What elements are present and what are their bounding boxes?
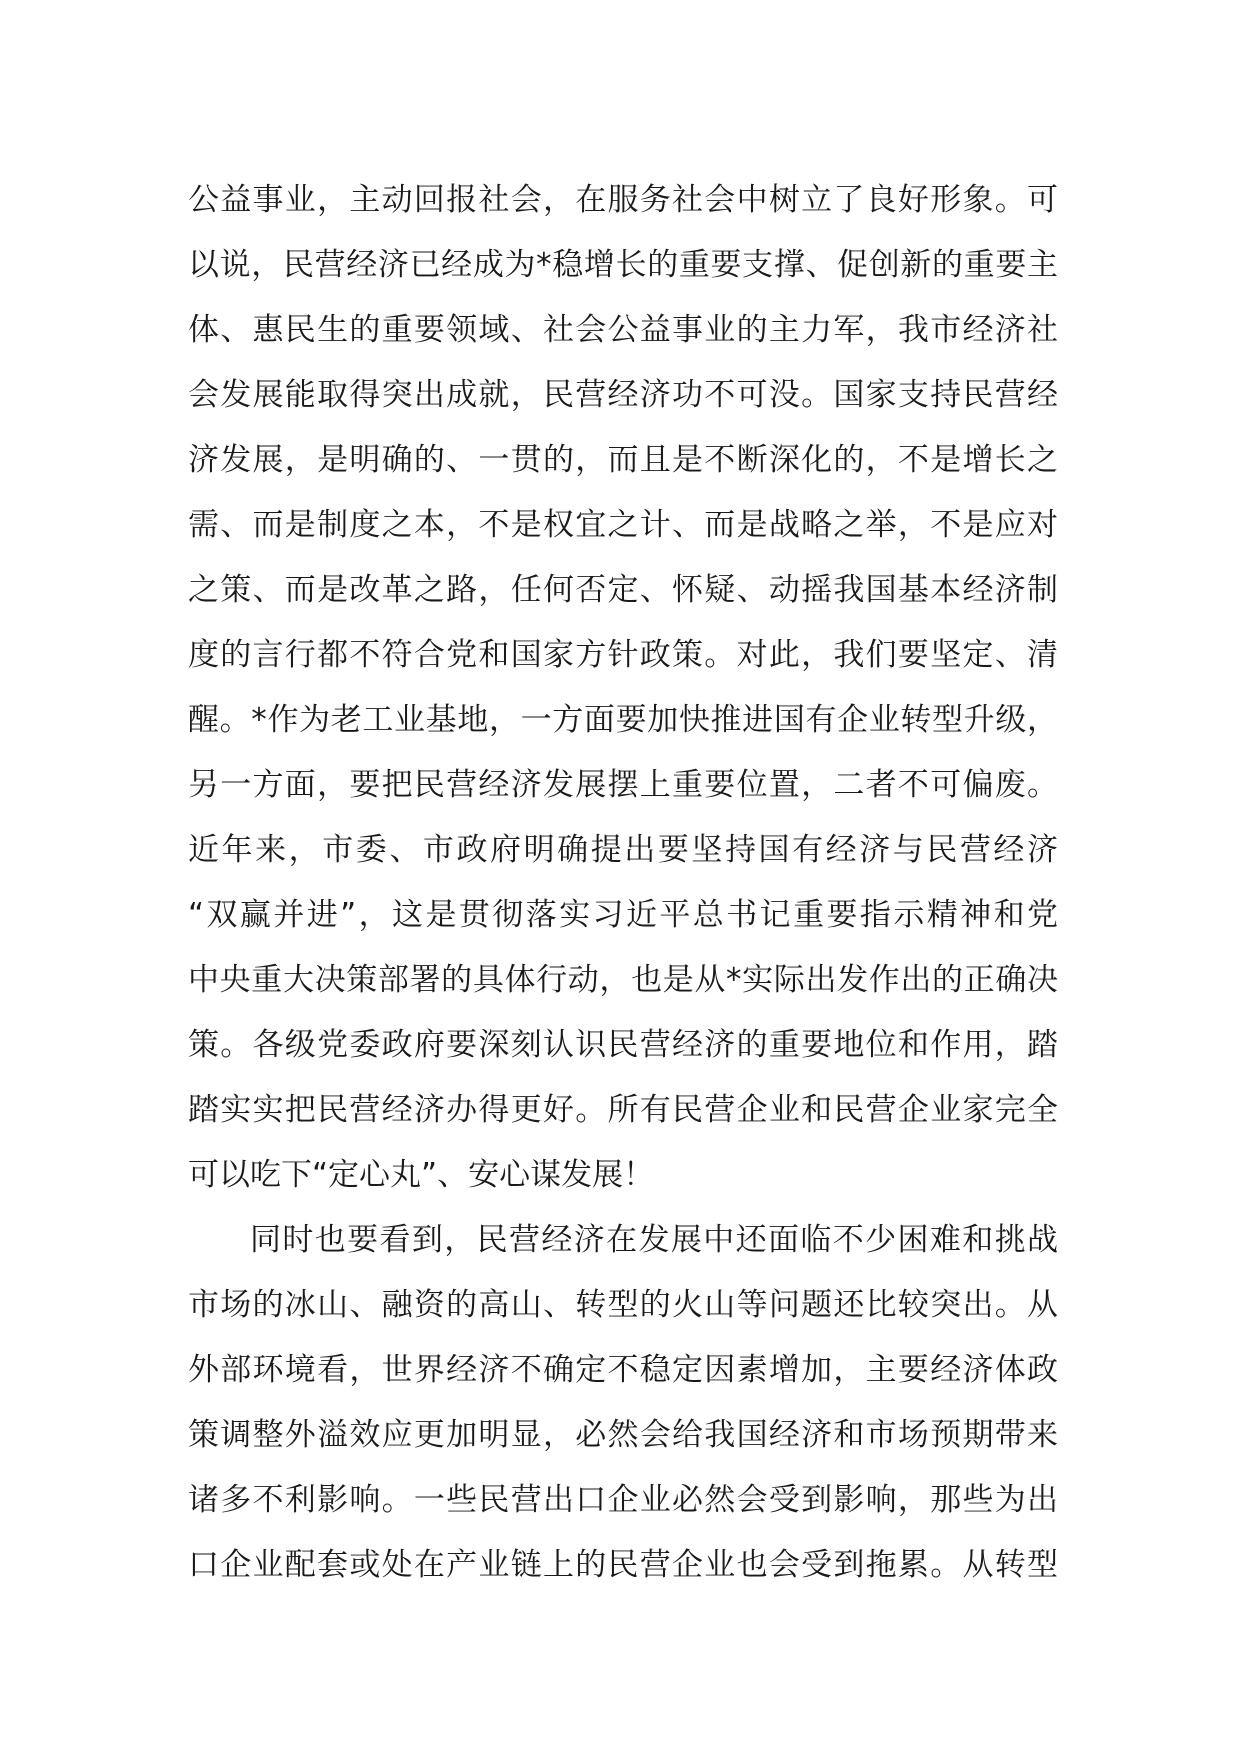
text-line: 策。各级党委政府要深刻认识民营经济的重要地位和作用，踏: [188, 1027, 1058, 1063]
text-line: 策调整外溢效应更加明显，必然会给我国经济和市场预期带来: [188, 1417, 1058, 1453]
text-line: 踏实实把民营经济办得更好。所有民营企业和民营企业家完全: [188, 1092, 1058, 1128]
text-line: 近年来，市委、市政府明确提出要坚持国有经济与民营经济: [188, 832, 1058, 868]
text-line: 市场的冰山、融资的高山、转型的火山等问题还比较突出。从: [188, 1287, 1058, 1323]
text-line: 中央重大决策部署的具体行动，也是从*实际出发作出的正确决: [188, 962, 1058, 998]
text-line: 外部环境看，世界经济不确定不稳定因素增加，主要经济体政: [188, 1352, 1058, 1388]
text-line: 口企业配套或处在产业链上的民营企业也会受到拖累。从转型: [188, 1547, 1058, 1583]
text-line: 以说，民营经济已经成为*稳增长的重要支撑、促创新的重要主: [188, 247, 1058, 283]
text-line: 另一方面，要把民营经济发展摆上重要位置，二者不可偏废。: [188, 767, 1058, 803]
text-line: 醒。*作为老工业基地，一方面要加快推进国有企业转型升级，: [188, 702, 1058, 738]
text-line: 需、而是制度之本，不是权宜之计、而是战略之举，不是应对: [188, 507, 1058, 543]
text-line: 同时也要看到，民营经济在发展中还面临不少困难和挑战: [250, 1222, 1058, 1258]
body-text: [188, 168, 1058, 1598]
text-line: 会发展能取得突出成就，民营经济功不可没。国家支持民营经: [188, 377, 1058, 413]
text-line: 可以吃下“定心丸”、安心谋发展！: [188, 1157, 655, 1193]
text-line: 度的言行都不符合党和国家方针政策。对此，我们要坚定、清: [188, 637, 1058, 673]
text-line: 诸多不利影响。一些民营出口企业必然会受到影响，那些为出: [188, 1482, 1058, 1518]
text-line: 公益事业，主动回报社会，在服务社会中树立了良好形象。可: [188, 182, 1058, 218]
text-line: “双赢并进”，这是贯彻落实习近平总书记重要指示精神和党: [188, 897, 1058, 933]
paragraph-1: [188, 168, 1058, 1208]
text-line: 之策、而是改革之路，任何否定、怀疑、动摇我国基本经济制: [188, 572, 1058, 608]
paragraph-2: [188, 1208, 1058, 1598]
text-line: 济发展，是明确的、一贯的，而且是不断深化的，不是增长之: [188, 442, 1058, 478]
text-line: 体、惠民生的重要领域、社会公益事业的主力军，我市经济社: [188, 312, 1058, 348]
